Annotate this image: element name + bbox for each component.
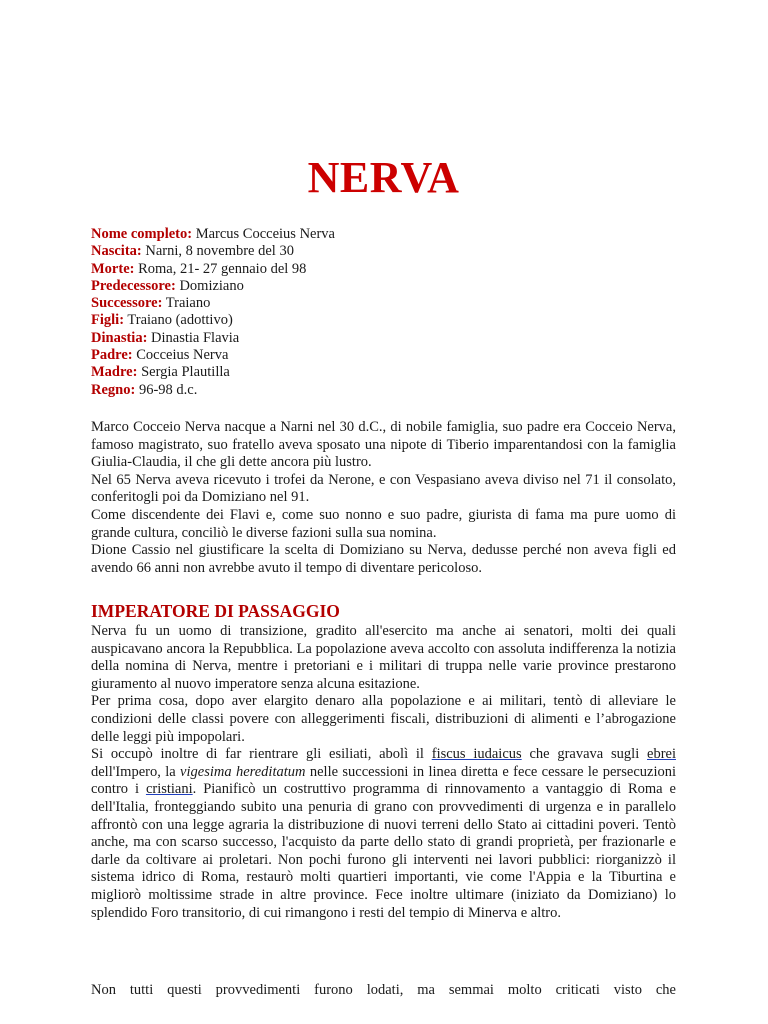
fact-value: Roma, 21- 27 gennaio del 98 bbox=[134, 260, 307, 277]
paragraph: Nerva fu un uomo di transizione, gradito all'esercito ma anche ai senatori, molti dei quali auspicavano ancora la Repubblica. La popolazione aveva accolto con assoluta indifferenza la notizia della nomina di Nerva, mentre i pretoriani e i militari di truppa nelle varie province prestarono giuramento al nuovo imperatore senza alcuna esitazione. bbox=[91, 623, 676, 692]
fact-reign bbox=[91, 382, 676, 399]
fact-label: Figli: bbox=[91, 312, 125, 329]
text-run: Si occupò inoltre di far rientrare gli esiliati, abolì il bbox=[91, 746, 432, 763]
paragraph: Dione Cassio nel giustificare la scelta di Domiziano su Nerva, dedusse perché non aveva figli ed avendo 66 anni non avrebbe avuto il tempo di diventare pericoloso. bbox=[91, 542, 676, 576]
fact-label: Morte: bbox=[91, 260, 135, 277]
fact-label: Madre: bbox=[91, 364, 138, 381]
fact-children bbox=[91, 312, 676, 329]
paragraph-with-links bbox=[91, 746, 676, 922]
section-body bbox=[91, 623, 676, 922]
paragraph: Marco Cocceio Nerva nacque a Narni nel 30 d.C., di nobile famiglia, suo padre era Cocceio Nerva, famoso magistrato, suo fratello aveva sposato una nipote di Tiberio imparentandosi con la famiglia Giulia-Claudia, il che gli dette ancora più lustro. bbox=[91, 419, 676, 471]
link-cristiani[interactable]: cristiani bbox=[145, 781, 193, 798]
fact-value: Traiano bbox=[162, 295, 211, 312]
fact-label: Padre: bbox=[91, 347, 133, 364]
fact-label: Successore: bbox=[91, 295, 163, 312]
text-run: . Pianificò un costruttivo programma di rinnovamento a vantaggio di Roma e dell'Italia, fronteggiando subito una penuria di grano con provvedimenti di urgenza e in parallelo affrontò con una legge agraria la distribuzione di nuovi terreni dello Stato ai cittadini poveri. Tentò anche, ma con scarso successo, l'acquisto da parte dello stato di grandi proprietà, per frazionarle e darle da coltivare ai proletari. Non pochi furono gli interventi nei lavori pubblici: riorganizzò il sistema idrico di Roma, restaurò molti quartieri importanti, vie come l'Appia e la Tiburtina e migliorò moltissime strade in altre province. Fece inoltre ultimare (iniziato da Domiziano) lo splendido Foro transitorio, di cui rimangono i resti del tempio di Minerva e altro. bbox=[91, 781, 676, 921]
fact-predecessor bbox=[91, 278, 676, 295]
text-run: nelle successioni in linea diretta e fece cessare le persecuzioni contro i bbox=[91, 763, 676, 798]
fact-value: Narni, 8 novembre del 30 bbox=[141, 243, 294, 260]
fact-full-name bbox=[91, 226, 676, 243]
text-run: dell'Impero, la bbox=[91, 763, 181, 780]
fact-dynasty bbox=[91, 330, 676, 347]
fact-birth bbox=[91, 243, 676, 260]
fact-value: Marcus Cocceius Nerva bbox=[192, 226, 335, 242]
biography-text bbox=[91, 419, 676, 577]
italic-term: vigesima hereditatum bbox=[180, 763, 306, 780]
fact-label: Nome completo: bbox=[91, 226, 193, 242]
fact-successor bbox=[91, 295, 676, 312]
paragraph: Come discendente dei Flavi e, come suo nonno e suo padre, giurista di fama ma pure uomo di grande cultura, conciliò le diverse fazioni sulla sua nomina. bbox=[91, 506, 676, 541]
fact-value: Cocceius Nerva bbox=[132, 347, 229, 364]
fact-value: Traiano (adottivo) bbox=[124, 312, 233, 329]
fact-father bbox=[91, 347, 676, 364]
fact-mother bbox=[91, 364, 676, 381]
fact-label: Dinastia: bbox=[91, 329, 148, 346]
page-title: NERVA bbox=[307, 153, 460, 202]
fact-value: 96-98 d.c. bbox=[135, 381, 198, 398]
fact-death bbox=[91, 261, 676, 278]
fact-label: Nascita: bbox=[91, 243, 142, 260]
paragraph: Nel 65 Nerva aveva ricevuto i trofei da Nerone, e con Vespasiano aveva diviso nel 71 il consolato, conferitogli poi da Domiziano nel 91. bbox=[91, 471, 676, 506]
text-run: che gravava sugli bbox=[521, 746, 648, 763]
fact-value: Sergia Plautilla bbox=[137, 364, 230, 381]
fact-label: Regno: bbox=[91, 381, 136, 398]
link-fiscus-iudaicus[interactable]: fiscus iudaicus bbox=[431, 746, 522, 763]
fact-value: Domiziano bbox=[175, 277, 244, 294]
paragraph: Per prima cosa, dopo aver elargito denaro alla popolazione e ai militari, tentò di alleviare le condizioni delle classi povere con alleggerimenti fiscali, distribuzioni di alimenti e l’abrogazione delle leggi più impopolari. bbox=[91, 693, 676, 745]
fact-label: Predecessore: bbox=[91, 277, 176, 294]
section-heading: IMPERATORE DI PASSAGGIO bbox=[91, 601, 340, 621]
fact-value: Dinastia Flavia bbox=[147, 329, 240, 346]
biography-facts bbox=[91, 226, 676, 399]
final-paragraph-line: Non tutti questi provvedimenti furono lodati, ma semmai molto criticati visto che bbox=[91, 982, 676, 998]
link-ebrei[interactable]: ebrei bbox=[647, 746, 676, 763]
